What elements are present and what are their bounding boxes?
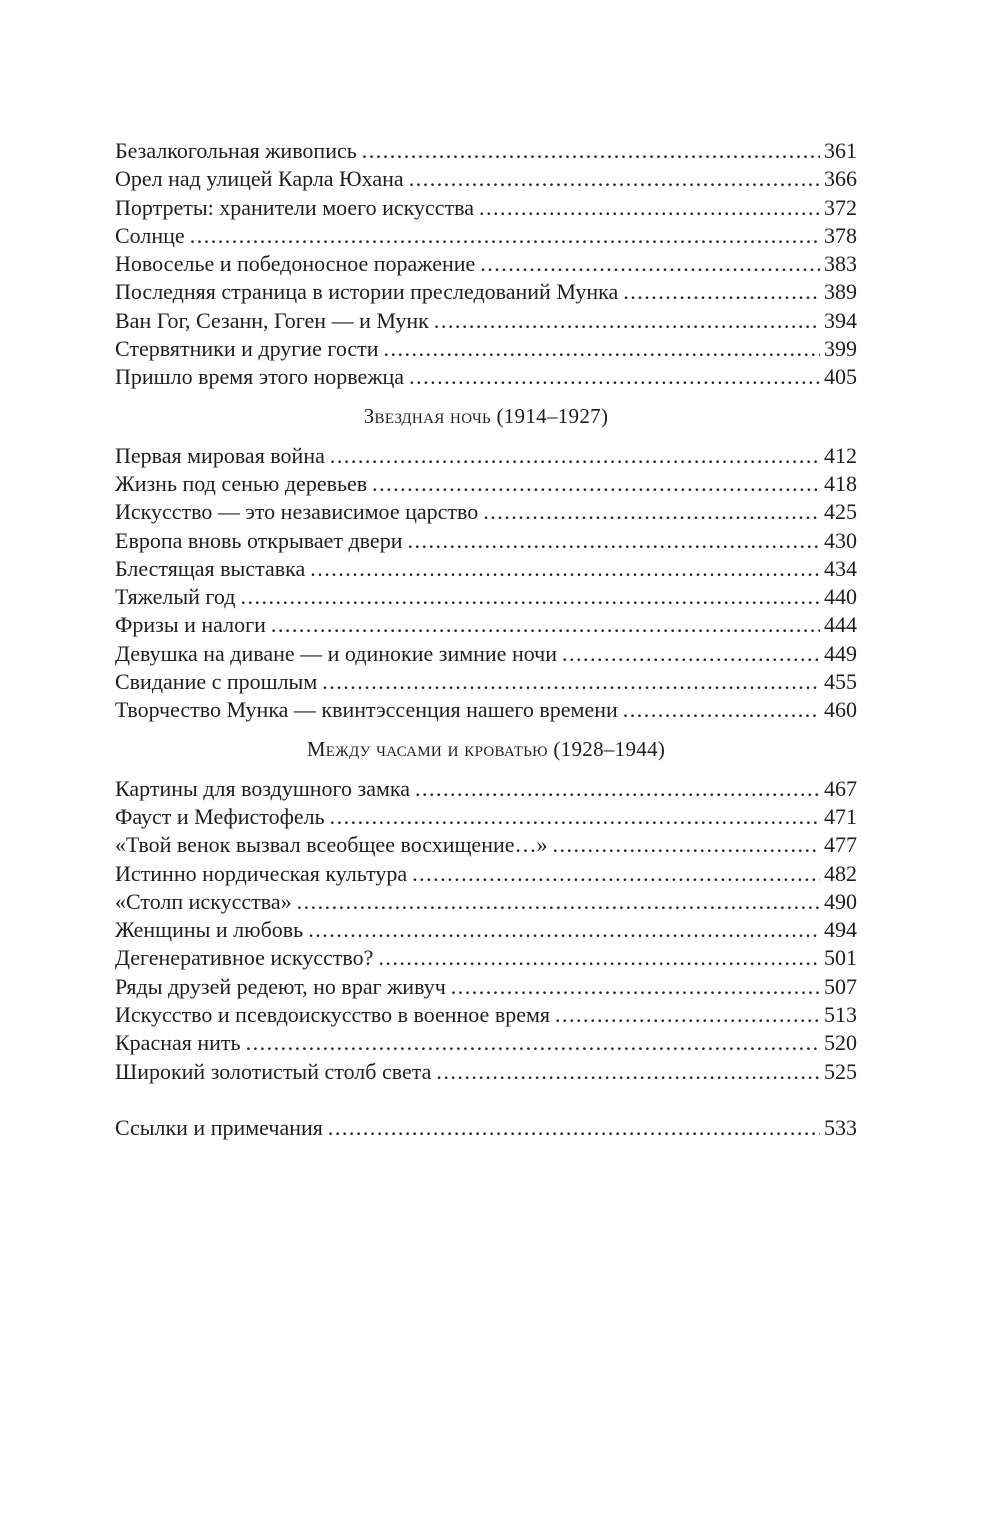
- toc-entry-title: Ван Гог, Сезанн, Гоген — и Мунк: [115, 307, 429, 333]
- dot-leader: [409, 363, 820, 391]
- toc-entry: [115, 1029, 857, 1057]
- dot-leader: [553, 831, 820, 859]
- toc-entry: [115, 165, 857, 193]
- toc-entry-page: 449: [824, 640, 857, 666]
- dot-leader: [407, 527, 820, 555]
- toc-entry-title: Картины для воздушного замка: [115, 775, 411, 801]
- dot-leader: [479, 194, 820, 222]
- toc-entry-page: 482: [824, 860, 857, 886]
- toc-entry-page: 418: [824, 470, 857, 496]
- dot-leader: [330, 803, 820, 831]
- toc-entry-page: 533: [824, 1114, 857, 1140]
- toc-entry-title: Стервятники и другие гости: [115, 336, 379, 362]
- toc-entry-page: 494: [824, 917, 857, 943]
- toc-entry: [115, 194, 857, 222]
- dot-leader: [246, 1029, 820, 1057]
- toc-entry-page: 467: [824, 775, 857, 801]
- dot-leader: [378, 944, 820, 972]
- toc-entry-title: Последняя страница в истории преследований Мунка: [115, 279, 619, 305]
- toc-entry: [115, 973, 857, 1001]
- dot-leader: [555, 1001, 820, 1029]
- toc-entry: [115, 583, 857, 611]
- toc-entry: [115, 498, 857, 526]
- toc-entry-page: 361: [824, 138, 857, 163]
- toc-entry-title: Красная нить: [115, 1030, 241, 1056]
- toc-entry-title: Искусство и псевдоискусство в военное время: [115, 1002, 551, 1028]
- dot-leader: [434, 307, 820, 335]
- dot-leader: [190, 222, 820, 250]
- toc-entry-title: «Твой венок вызвал всеобщее восхищение…»: [115, 832, 548, 858]
- toc-entry-title: Фризы и налоги: [115, 612, 266, 638]
- toc-entry: [115, 611, 857, 639]
- toc-entry: [115, 696, 857, 724]
- toc-entry-page: 455: [824, 669, 857, 695]
- section-heading: Между часами и кроватью (1928–1944): [306, 736, 666, 761]
- toc-entry-page: 444: [824, 612, 857, 638]
- spacer: [115, 1086, 857, 1114]
- toc-entry: [115, 775, 857, 803]
- toc-entry-title: Девушка на диване — и одинокие зимние ночи: [115, 640, 557, 666]
- toc-entry-page: 366: [824, 166, 857, 192]
- dot-leader: [297, 888, 820, 916]
- toc-entry-title: Европа вновь открывает двери: [115, 527, 403, 553]
- toc-entry-title: Истинно нордическая культура: [115, 860, 408, 886]
- toc-entry-page: 434: [824, 555, 857, 581]
- toc-entry-page: 389: [824, 279, 857, 305]
- toc-entry-title: Солнце: [115, 222, 185, 248]
- toc-entry: [115, 944, 857, 972]
- toc-entry-page: 477: [824, 832, 857, 858]
- toc-entry: [115, 527, 857, 555]
- toc-entry: [115, 278, 857, 306]
- toc-entry-title: Дегенеративное искусство?: [115, 945, 374, 971]
- dot-leader: [415, 775, 820, 803]
- toc-entry: [115, 137, 857, 165]
- toc-entry: [115, 668, 857, 696]
- dot-leader: [384, 335, 820, 363]
- toc-entry: [115, 363, 857, 391]
- toc-entry-title: Жизнь под сенью деревьев: [115, 470, 368, 496]
- dot-leader: [480, 250, 820, 278]
- toc-entry-page: 513: [824, 1002, 857, 1028]
- toc-entry-page: 520: [824, 1030, 857, 1056]
- dot-leader: [372, 470, 820, 498]
- dot-leader: [409, 165, 820, 193]
- dot-leader: [308, 916, 820, 944]
- section-heading: Звездная ночь (1914–1927): [363, 403, 609, 428]
- toc-entry-title: Фауст и Мефистофель: [115, 803, 325, 829]
- toc-entry-title: Искусство — это независимое царство: [115, 499, 479, 525]
- dot-leader: [623, 696, 820, 724]
- toc-entry-page: 525: [824, 1058, 857, 1084]
- toc-entry: [115, 307, 857, 335]
- toc-entry-title: «Столп искусства»: [115, 888, 292, 914]
- toc-entry: [115, 888, 857, 916]
- toc-entry-title: Первая мировая война: [115, 442, 325, 468]
- toc-entry-title: Свидание с прошлым: [115, 669, 318, 695]
- toc-entry: [115, 803, 857, 831]
- toc-entry-title: Женщины и любовь: [115, 917, 304, 943]
- dot-leader: [330, 442, 820, 470]
- toc-entry: [115, 335, 857, 363]
- toc-entry-title: Блестящая выставка: [115, 555, 306, 581]
- toc-entry: [115, 222, 857, 250]
- toc-entry-page: 405: [824, 364, 857, 390]
- dot-leader: [362, 137, 820, 165]
- toc-entry-title: Широкий золотистый столб света: [115, 1058, 432, 1084]
- toc-entry-page: 412: [824, 442, 857, 468]
- toc-entry-title: Орел над улицей Карла Юхана: [115, 166, 404, 192]
- toc-entry-page: 507: [824, 973, 857, 999]
- dot-leader: [240, 583, 820, 611]
- toc-entry: [115, 860, 857, 888]
- toc-entry: [115, 555, 857, 583]
- dot-leader: [451, 973, 820, 1001]
- toc-entry-title: Пришло время этого норвежца: [115, 364, 405, 390]
- toc-entry-page: 460: [824, 697, 857, 723]
- toc-entry: [115, 470, 857, 498]
- dot-leader: [310, 555, 820, 583]
- toc-entry-page: 394: [824, 307, 857, 333]
- table-of-contents: [115, 137, 857, 1142]
- toc-entry-title: Портреты: хранители моего искусства: [115, 194, 475, 220]
- toc-entry: [115, 1114, 857, 1142]
- toc-entry-page: 490: [824, 888, 857, 914]
- dot-leader: [436, 1058, 820, 1086]
- dot-leader: [271, 611, 820, 639]
- toc-entry-title: Ссылки и примечания: [115, 1114, 323, 1140]
- toc-entry: [115, 640, 857, 668]
- toc-entry: [115, 250, 857, 278]
- dot-leader: [328, 1114, 820, 1142]
- toc-entry-page: 501: [824, 945, 857, 971]
- toc-entry-page: 378: [824, 222, 857, 248]
- toc-entry-title: Тяжелый год: [115, 584, 236, 610]
- toc-entry: [115, 442, 857, 470]
- toc-entry-page: 383: [824, 251, 857, 277]
- toc-entry-title: Безалкогольная живопись: [115, 138, 357, 163]
- toc-entry-page: 425: [824, 499, 857, 525]
- toc-entry: [115, 1001, 857, 1029]
- toc-entry-title: Новоселье и победоносное поражение: [115, 251, 476, 277]
- dot-leader: [483, 498, 820, 526]
- toc-entry-page: 372: [824, 194, 857, 220]
- toc-entry-page: 430: [824, 527, 857, 553]
- toc-entry-title: Творчество Мунка — квинтэссенция нашего времени: [115, 697, 618, 723]
- toc-entry: [115, 1058, 857, 1086]
- toc-entry: [115, 831, 857, 859]
- dot-leader: [562, 640, 820, 668]
- dot-leader: [623, 278, 820, 306]
- dot-leader: [412, 860, 820, 888]
- toc-entry-title: Ряды друзей редеют, но враг живуч: [115, 973, 446, 999]
- toc-entry: [115, 916, 857, 944]
- dot-leader: [322, 668, 820, 696]
- toc-entry-page: 440: [824, 584, 857, 610]
- toc-entry-page: 471: [824, 803, 857, 829]
- toc-entry-page: 399: [824, 336, 857, 362]
